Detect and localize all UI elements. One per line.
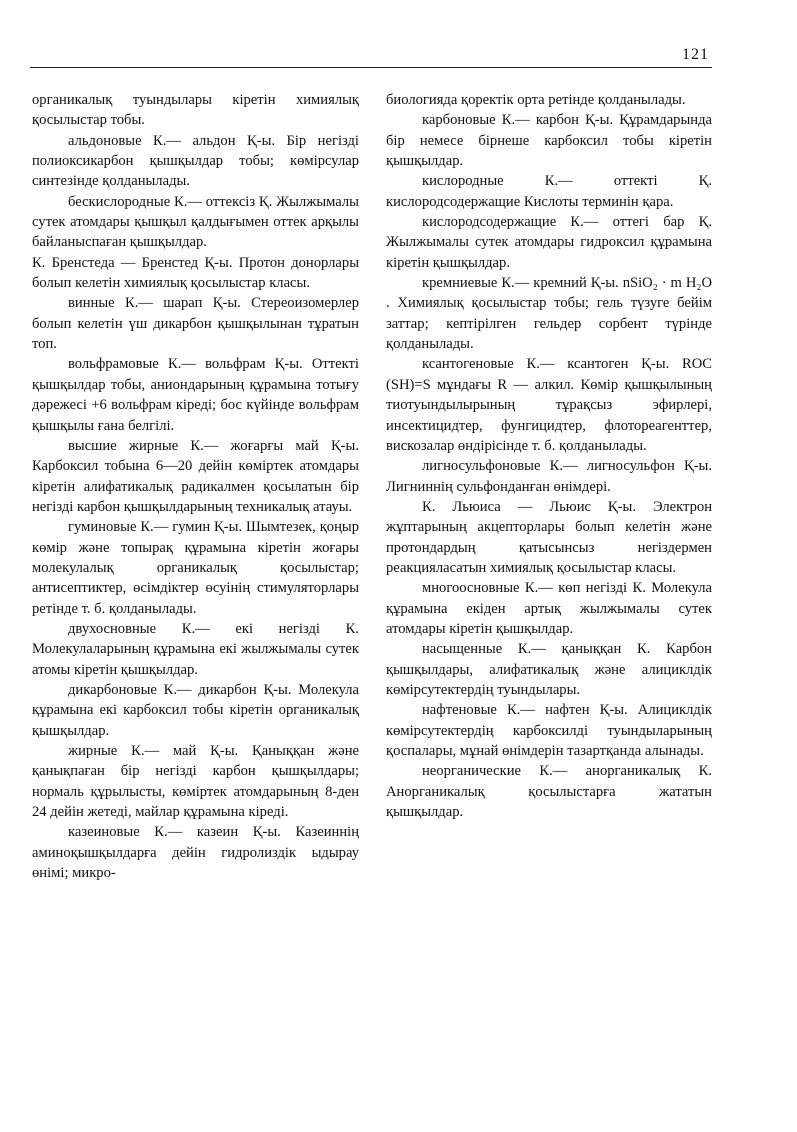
dictionary-entry: лигносульфоновые К.— лигносульфон Қ-ы. Лигниннің сульфонданған өнімдері. [386,458,712,495]
dictionary-entry: казеиновые К.— казеин Қ-ы. Казеиннің аминоқышқылдарға дейін гидролиздік ыдырау өнімі; микро- [32,824,359,882]
dictionary-entry: двухосновные К.— екі негізді К. Молекулаларының құрамына екі жылжымалы сутек атомы кіретін қышқылдар. [32,620,359,678]
dictionary-entry: насыщенные К.— қаныққан К. Карбон қышқылдары, алифатикалық және алициклдік көмірсутектердің туындылары. [386,641,712,698]
dictionary-entry: гуминовые К.— гумин Қ-ы. Шымтезек, қоңыр көмір және топырақ құрамына кіретін жоғары молекулалық органикалық қосылыстар; антисептиктер, өсімдіктер өсуінің стимуляторлары ретінде т. б. қолданылады. [32,519,359,617]
page-number: 121 [682,46,709,63]
dictionary-entry: органикалық туындылары кіретін химиялық қосылыстар тобы. [32,92,359,129]
dictionary-entry: К. Бренстеда — Бренстед Қ-ы. Протон донорлары болып келетін химиялық қосылыстар класы. [32,254,359,292]
dictionary-entry: дикарбоновые К.— дикарбон Қ-ы. Молекула құрамына екі карбоксил тобы кіретін органикалық қышқылдар. [32,681,359,739]
dictionary-entry: многоосновные К.— көп негізді К. Молекула құрамына екіден артық жылжымалы сутек атомдары кіретін қышқылдар. [386,580,712,637]
left-column [32,90,359,883]
dictionary-entry: К. Льюиса — Льюис Қ-ы. Электрон жұптарының акцепторлары болып келетін және протондардың қатысынсыз негіздермен реакцияласатын химиялық қосылыстар класы. [386,498,712,576]
header-rule [30,67,712,68]
dictionary-entry: высшие жирные К.— жоғарғы май Қ-ы. Карбоксил тобына 6—20 дейін көміртек атомдары кіретін алифатикалық радикалмен қосылатын бір негізді карбон қышқылдарының техникалық атауы. [32,437,359,515]
dictionary-entry: бескислородные К.— оттексіз Қ. Жылжымалы сутек атомдары қышқыл қалдығымен оттек арқылы байланыспаған қышқылдар. [32,193,359,251]
dictionary-entry: кремниевые К.— кремний Қ-ы. nSiO₂ · m H₂O . Химиялық қосылыстар тобы; гель түзуге бейім заттар; кептірілген гельдер сорбент түрінде қолданылады. [386,275,712,353]
dictionary-entry: альдоновые К.— альдон Қ-ы. Бір негізді полиоксикарбон қышқылдар тобы; көмірсулар синтезінде қолданылады. [32,132,359,190]
dictionary-entry: кислородные К.— оттекті Қ. кислородсодержащие Кислоты терминін қара. [386,173,712,210]
dictionary-entry: кислородсодержащие К.— оттегі бар Қ. Жылжымалы сутек атомдары гидроксил құрамына кіретін қышқылдар. [386,214,712,271]
dictionary-entry: винные К.— шарап Қ-ы. Стереоизомерлер болып келетін үш дикарбон қышқылынан тұратын топ. [32,295,359,353]
dictionary-entry: биологияда қоректік орта ретінде қолданылады. [386,92,686,108]
dictionary-entry: нафтеновые К.— нафтен Қ-ы. Алициклдік көмірсутектердің карбоксилді туындыларының қоспалары, мұнай өнімдерін тазартқанда алынады. [386,702,712,759]
dictionary-entry: неорганические К.— анорганикалық К. Анорганикалық қосылыстарға жататын қышқылдар. [386,763,712,821]
right-column [386,90,712,822]
dictionary-entry: жирные К.— май Қ-ы. Қаныққан және қанықпаған бір негізді карбон қышқылдары; нормаль құрылысты, көміртек атомдарының 8-ден 24 дейін жетеді, майлар құрамына кіреді. [32,743,359,821]
dictionary-entry: ксантогеновые К.— ксантоген Қ-ы. ROC (SH)=S мұндағы R — алкил. Көмір қышқылының тиотуындылырының тұрақсыз эфирлері, инсектицидтер, фунгицидтер, флотореагенттер, вискозалар өндірісінде т. б. қолданылады. [386,356,712,454]
dictionary-entry: карбоновые К.— карбон Қ-ы. Құрамдарында бір немесе бірнеше карбоксил тобы кіретін қышқылдар. [386,112,712,170]
dictionary-entry: вольфрамовые К.— вольфрам Қ-ы. Оттекті қышқылдар тобы, аниондарының құрамына тотығу дәрежесі +6 вольфрам кіреді; бос күйінде вольфрам қышқылы ғана белгілі. [32,356,359,434]
